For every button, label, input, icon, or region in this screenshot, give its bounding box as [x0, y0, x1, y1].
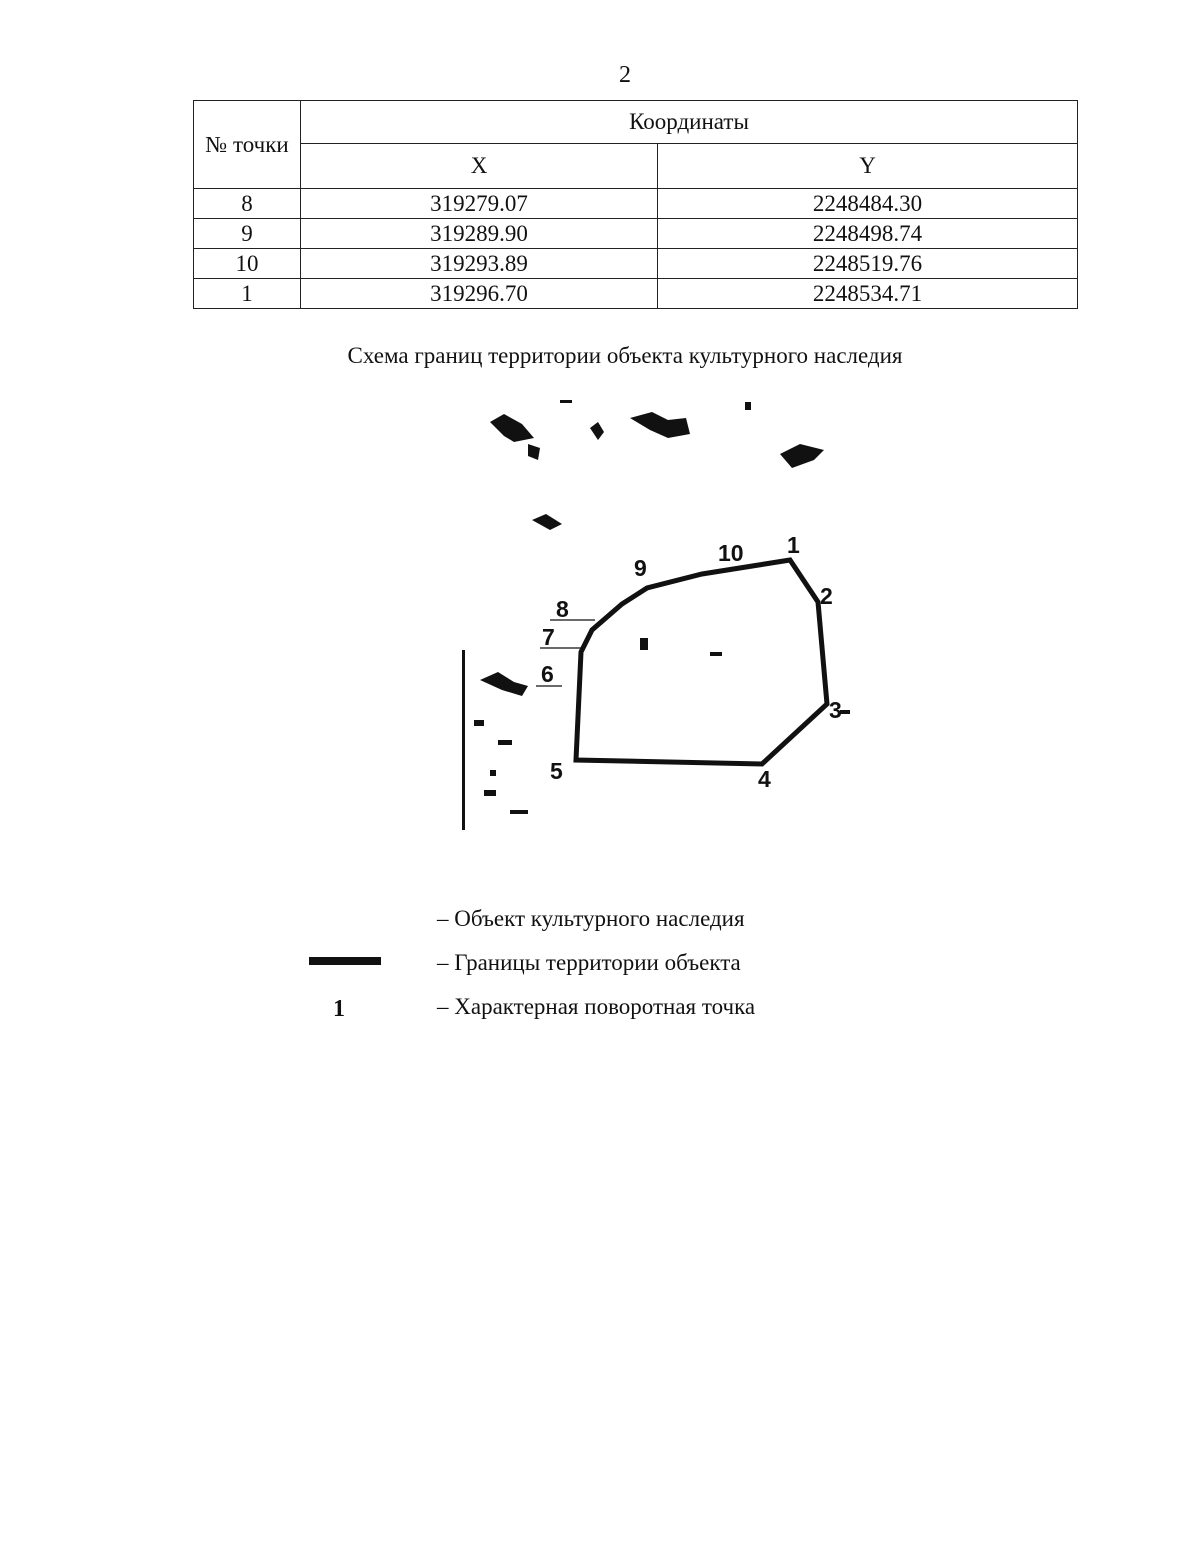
- point-label-6: 6: [541, 661, 554, 687]
- point-label-10: 10: [718, 540, 744, 566]
- point-label-4: 4: [758, 766, 771, 792]
- map-background-texture: [462, 400, 850, 830]
- cell-point: 1: [194, 279, 301, 309]
- cell-x: 319296.70: [301, 279, 658, 309]
- scheme-title: Схема границ территории объекта культурного наследия: [347, 343, 903, 368]
- cell-point: 9: [194, 219, 301, 249]
- legend-point-text: – Характерная поворотная точка: [437, 994, 756, 1019]
- cell-y: 2248484.30: [658, 189, 1078, 219]
- point-label-7: 7: [542, 624, 555, 650]
- table-subheader-row: [194, 144, 1078, 189]
- cell-x: 319293.89: [301, 249, 658, 279]
- territory-boundary: [576, 560, 827, 764]
- header-y: Y: [658, 144, 1078, 189]
- table-row: [194, 249, 1078, 279]
- table-row: [194, 219, 1078, 249]
- cell-y: 2248534.71: [658, 279, 1078, 309]
- cell-x: 319279.07: [301, 189, 658, 219]
- cell-y: 2248519.76: [658, 249, 1078, 279]
- coordinates-table: [193, 100, 1078, 309]
- point-label-1: 1: [787, 532, 800, 558]
- table-row: [194, 189, 1078, 219]
- boundary-scheme-map: [440, 390, 960, 890]
- cell-x: 319289.90: [301, 219, 658, 249]
- cell-y: 2248498.74: [658, 219, 1078, 249]
- header-x: X: [301, 144, 658, 189]
- page-number: 2: [619, 62, 631, 88]
- point-label-9: 9: [634, 555, 647, 581]
- cell-point: 10: [194, 249, 301, 279]
- table-header-row: [194, 101, 1078, 144]
- point-label-3: 3: [829, 697, 842, 723]
- legend-object-text: – Объект культурного наследия: [437, 906, 745, 931]
- point-label-5: 5: [550, 758, 563, 784]
- legend-point-symbol: 1: [333, 996, 345, 1022]
- cell-point: 8: [194, 189, 301, 219]
- point-label-8: 8: [556, 596, 569, 622]
- point-label-2: 2: [820, 583, 833, 609]
- header-point-number: № точки: [194, 101, 301, 189]
- legend-boundary-line-symbol: [309, 957, 381, 965]
- header-coordinates: Координаты: [301, 101, 1078, 144]
- legend-boundary-text: – Границы территории объекта: [437, 950, 741, 975]
- table-row: [194, 279, 1078, 309]
